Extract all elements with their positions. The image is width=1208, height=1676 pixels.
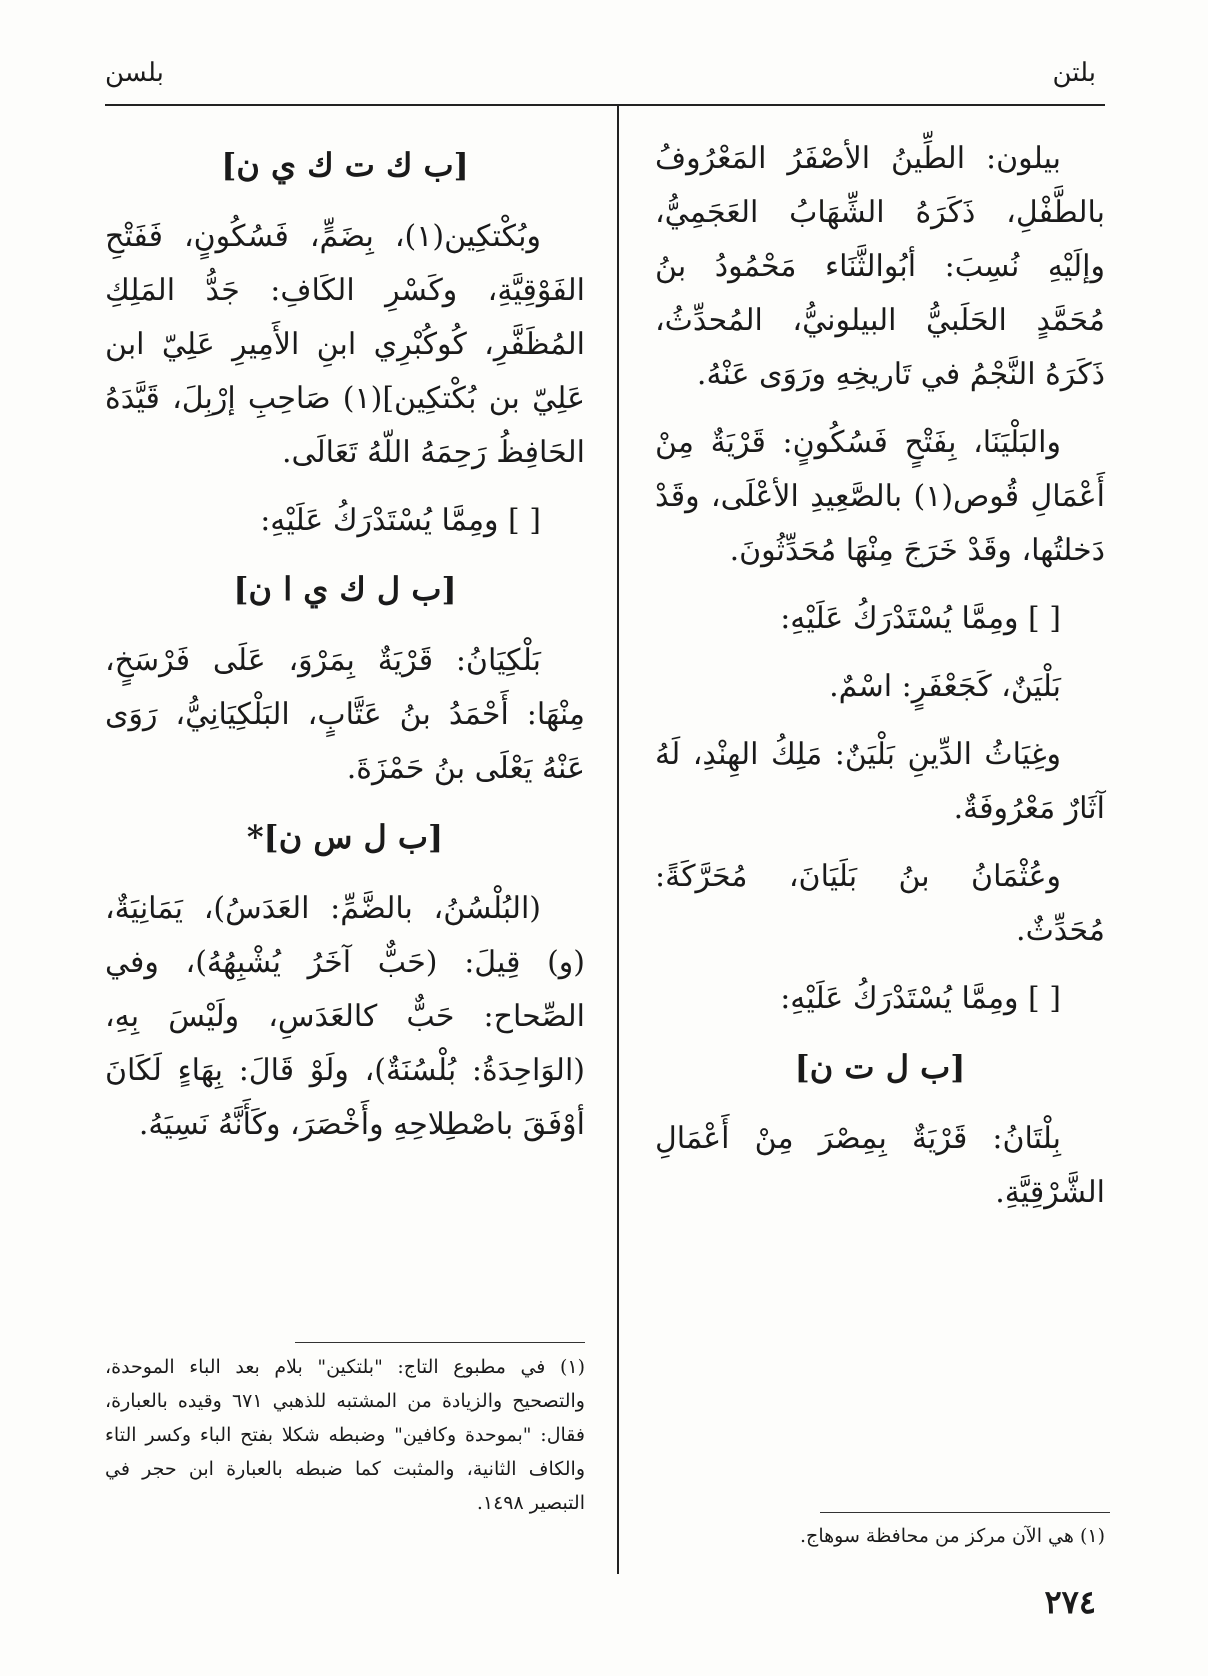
entry-paragraph: وعُثْمَانُ بنُ بَلَيَانَ، مُحَرَّكَةً: مُحَدِّثٌ. <box>655 859 1105 948</box>
column-divider <box>617 104 619 1574</box>
root-heading: [ب ل ك ي ا ن] <box>233 570 457 608</box>
header-rule <box>105 104 1105 106</box>
footnote-rule <box>295 1342 585 1343</box>
entry-paragraph: بِلْتَانُ: قَرْيَةٌ بِمِصْرَ مِنْ أَعْمَالِ الشَّرْقِيَّةِ. <box>655 1121 1105 1210</box>
root-heading: [ب ك ت ك ي ن] <box>221 146 469 184</box>
footnote-left: (١) في مطبوع التاج: "بلتكين" بلام بعد الباء الموحدة، والتصحيح والزيادة من المشتبه للذهبي ٦٧١ وقيده بالعبارة، فقال: "بموحدة وكافين" وضبطه شكلا بفتح الباء وكسر التاء والكاف الثانية، والمثبت كما ضبطه بالعبارة ابن حجر في التبصير ١٤٩٨. <box>105 1356 585 1514</box>
page-number: ٢٧٤ <box>1044 1583 1096 1621</box>
root-heading: [ب ل ت ن] <box>794 1048 966 1086</box>
entry-paragraph: والبَلْيَنَا، بِفَتْحٍ فَسُكُونٍ: قَرْيَةٌ مِنْ أَعْمَالِ قُوص(١) بالصَّعِيدِ الأعْلَى، وقَدْ دَخلتُها، وقَدْ خَرَجَ مِنْهَا مُحَدِّثُونَ. <box>655 425 1105 568</box>
left-column <box>105 132 585 1166</box>
istidrak-note: [ ] ومِمَّا يُسْتَدْرَكُ عَلَيْهِ: <box>780 981 1061 1016</box>
entry-paragraph: وبُكْتكِين(١)، بِضَمٍّ، فَسُكُونٍ، فَفَتْحِ الفَوْقِيَّةِ، وكَسْرِ الكَافِ: جَدُّ المَلِكِ المُظَفَّرِ، كُوكُبْرِي ابنِ الأَمِيرِ عَلِيّ ابن عَلِيّ بن بُكْتكِين](١) صَاحِبِ إرْبِلَ، قَيَّدَهُ الحَافِظُ رَحِمَهُ اللّهُ تَعَالَى. <box>105 219 585 470</box>
root-heading: [ب ل س ن]* <box>246 818 444 856</box>
entry-paragraph: بيلون: الطِّينُ الأصْفَرُ المَعْرُوفُ بالطَّفْلِ، ذَكَرَهُ الشِّهَابُ العَجَمِيُّ، وإلَيْهِ نُسِبَ: أبُوالثَّنَاء مَحْمُودُ بنُ مُحَمَّدٍ الحَلَبيُّ البيلونيُّ، المُحدِّثُ، ذَكَرَهُ النَّجْمُ في تَاريخِهِ ورَوَى عَنْهُ. <box>655 141 1105 392</box>
entry-paragraph: بَلْيَنٌ، كَجَعْفَرٍ: اسْمٌ. <box>829 669 1061 704</box>
entry-paragraph: وغِيَاثُ الدِّينِ بَلْيَنٌ: مَلِكُ الهِنْدِ، لَهُ آثَارٌ مَعْرُوفَةٌ. <box>655 737 1105 826</box>
running-head-left: بلسن <box>105 58 164 88</box>
entry-paragraph: (البُلْسُنُ، بالضَّمِّ: العَدَسُ)، يَمَانِيَةٌ، (و) قِيلَ: (حَبٌّ آخَرُ يُشْبِهُهُ)، وفي الصِّحاح: حَبٌّ كالعَدَسِ، ولَيْسَ بِهِ، (الوَاحِدَةُ: بُلْسُنَةٌ)، ولَوْ قَالَ: بِهَاءٍ لَكَانَ أوْفَقَ باصْطِلاحِهِ وأَخْصَرَ، وكَأَنَّهُ نَسِيَهُ. <box>105 891 585 1142</box>
footnote-rule <box>820 1512 1110 1513</box>
footnote-right: (١) هي الآن مركز من محافظة سوهاج. <box>800 1525 1105 1547</box>
running-head-right: بلتن <box>1052 58 1096 88</box>
istidrak-note: [ ] ومِمَّا يُسْتَدْرَكُ عَلَيْهِ: <box>780 601 1061 636</box>
entry-paragraph: بَلْكِيَانُ: قَرْيَةٌ بِمَرْوَ، عَلَى فَرْسَخٍ، مِنْهَا: أَحْمَدُ بنُ عَتَّابٍ، البَلْكِيَانِيُّ، رَوَى عَنْهُ يَعْلَى بنُ حَمْزَةَ. <box>105 643 585 786</box>
right-column <box>655 132 1105 1234</box>
istidrak-note: [ ] ومِمَّا يُسْتَدْرَكُ عَلَيْهِ: <box>260 503 541 538</box>
